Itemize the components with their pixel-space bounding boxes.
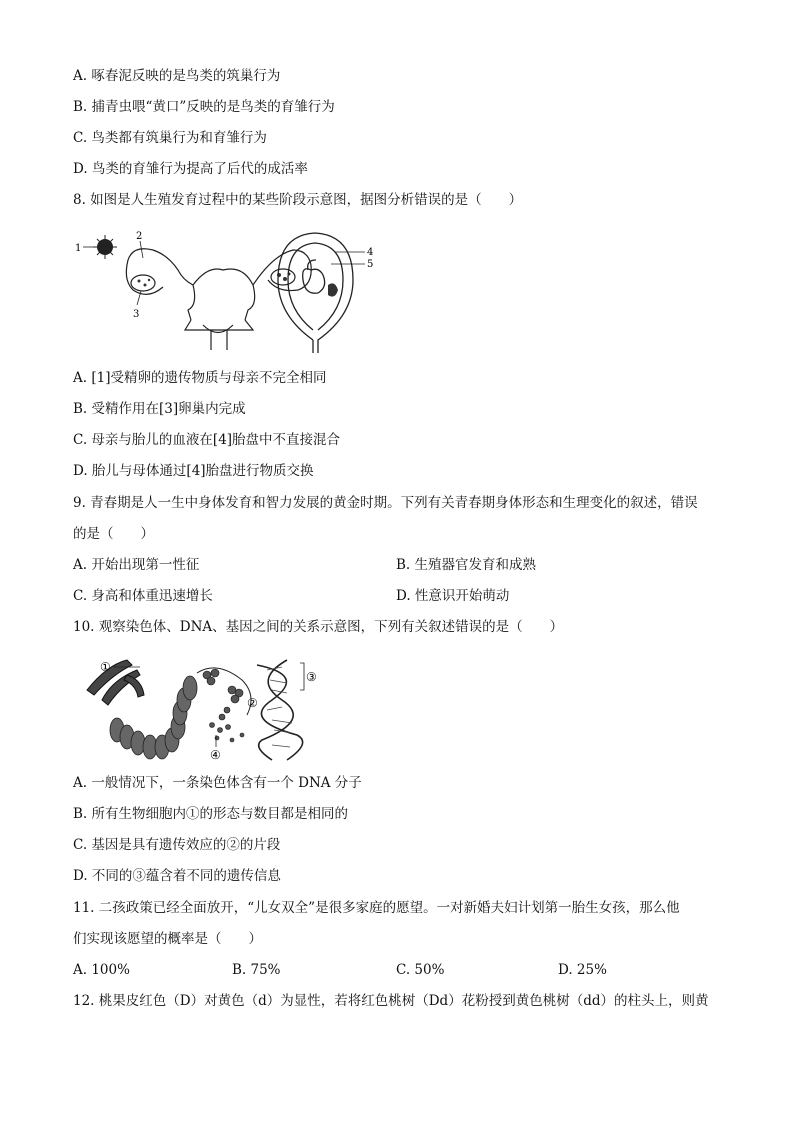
label-circle-1: ① [100, 660, 111, 674]
dna-base-pairs [267, 667, 292, 747]
label-5: 5 [367, 259, 374, 270]
q12-stem-line1: 12. 桃果皮红色（D）对黄色（d）为显性，若将红色桃树（Dd）花粉授到黄色桃树（dd）的柱头上，则黄 [73, 993, 709, 1009]
fertilized-egg [75, 235, 117, 259]
ovary-dots [138, 273, 291, 287]
q8-option-b: B. 受精作用在[3]卵巢内完成 [73, 401, 246, 417]
label-3: 3 [133, 309, 140, 320]
q11-option-a: A. 100% [73, 962, 130, 978]
q9-option-a: A. 开始出现第一性征 [73, 557, 200, 573]
q10-stem: 10. 观察染色体、DNA、基因之间的关系示意图，下列有关叙述错误的是（ ） [73, 619, 564, 635]
q7-option-b: B. 捕青虫喂“黄口”反映的是鸟类的育雏行为 [73, 99, 335, 115]
q9-stem-line2: 的是（ ） [73, 526, 154, 542]
q7-option-a: A. 啄春泥反映的是鸟类的筑巢行为 [73, 68, 281, 84]
label-circle-2: ② [247, 696, 258, 710]
q8-stem: 8. 如图是人生殖发育过程中的某些阶段示意图，据图分析错误的是（ ） [73, 192, 523, 208]
dna-double-helix [257, 660, 303, 760]
placenta [328, 283, 338, 296]
chromosome-dna-figure [82, 655, 327, 765]
nucleosome-beads [203, 669, 244, 742]
q8-option-d: D. 胎儿与母体通过[4]胎盘进行物质交换 [73, 463, 314, 479]
q11-option-d: D. 25% [558, 962, 607, 978]
q7-option-c: C. 鸟类都有筑巢行为和育雏行为 [73, 130, 267, 146]
q10-option-b: B. 所有生物细胞内①的形态与数目都是相同的 [73, 806, 349, 822]
q8-option-c: C. 母亲与胎儿的血液在[4]胎盘中不直接混合 [73, 432, 341, 448]
label-1: 1 [75, 243, 82, 254]
q9-option-b: B. 生殖器官发育和成熟 [396, 557, 537, 573]
label-circle-3: ③ [306, 670, 317, 684]
q10-option-c: C. 基因是具有遗传效应的②的片段 [73, 837, 281, 853]
label-circle-4: ④ [210, 748, 221, 762]
q11-option-c: C. 50% [396, 962, 445, 978]
uterus-oviduct-diagram [126, 249, 311, 350]
q7-option-d: D. 鸟类的育雏行为提高了后代的成活率 [73, 161, 308, 177]
q11-option-b: B. 75% [232, 962, 281, 978]
reproduction-figure [73, 225, 383, 360]
q9-option-c: C. 身高和体重迅速增长 [73, 588, 213, 604]
q11-stem-line2: 们实现该愿望的概率是（ ） [73, 931, 262, 947]
q8-option-a: A. [1]受精卵的遗传物质与母亲不完全相同 [73, 370, 327, 386]
q10-option-d: D. 不同的③蕴含着不同的遗传信息 [73, 868, 281, 884]
label-4: 4 [367, 247, 374, 258]
q9-option-d: D. 性意识开始萌动 [396, 588, 510, 604]
coiled-chromatin [110, 676, 197, 759]
q9-stem-line1: 9. 青春期是人一生中身体发育和智力发展的黄金时期。下列有关青春期身体形态和生理变化的叙述，错误 [73, 495, 698, 511]
q10-option-a: A. 一般情况下，一条染色体含有一个 DNA 分子 [73, 775, 362, 791]
label-2: 2 [136, 231, 143, 242]
q11-stem-line1: 11. 二孩政策已经全面放开，“儿女双全”是很多家庭的愿望。一对新婚夫妇计划第一胎生女孩，那么他 [73, 900, 680, 916]
